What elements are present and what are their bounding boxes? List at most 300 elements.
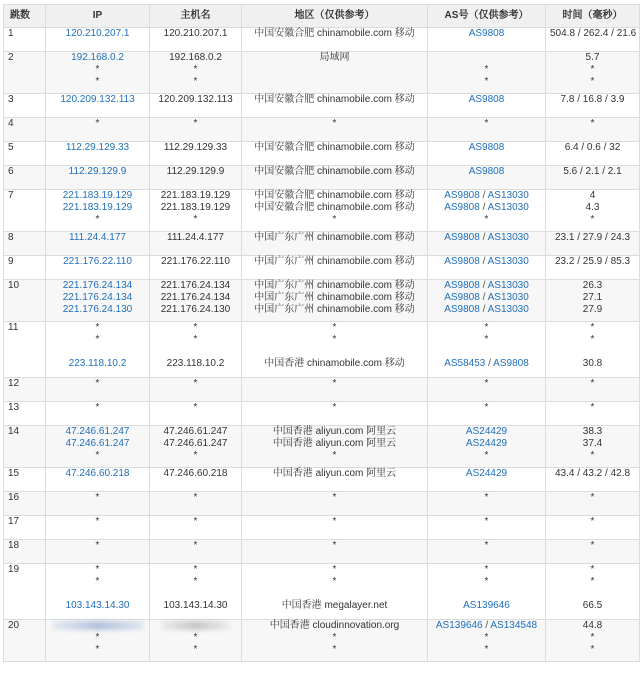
as-line — [432, 166, 541, 178]
header-hostname: 主机名 — [150, 5, 242, 28]
host-text: 112.29.129.33 — [163, 142, 228, 153]
host-text: 47.246.61.247 — [163, 426, 228, 437]
timeout-marker: * — [590, 516, 595, 527]
ip-cell — [46, 426, 150, 468]
time-text: 66.5 — [582, 600, 603, 611]
timeout-marker: * — [590, 64, 595, 75]
region-text — [246, 588, 423, 600]
ip-link[interactable]: 112.29.129.9 — [68, 166, 127, 177]
region-text: 中国广东广州 chinamobile.com 移动 — [254, 280, 415, 291]
timeout-marker: * — [95, 402, 100, 413]
timeout-marker: * — [332, 322, 337, 333]
host-text: 47.246.61.247 — [163, 438, 228, 449]
as-cell — [428, 402, 546, 426]
hop-number: 6 — [4, 166, 46, 190]
timeout-marker: * — [484, 322, 489, 333]
as-cell — [428, 190, 546, 232]
region-text: 中国香港 cloudinnovation.org — [269, 620, 400, 631]
as-link[interactable]: AS58453 — [444, 358, 486, 369]
hop-row — [4, 166, 640, 190]
as-cell — [428, 28, 546, 52]
ip-text — [50, 588, 145, 600]
table-header — [4, 5, 640, 28]
ip-link[interactable]: 221.176.24.130 — [62, 304, 133, 315]
as-cell — [428, 256, 546, 280]
region-cell — [242, 28, 428, 52]
timeout-marker: * — [590, 118, 595, 129]
as-cell — [428, 620, 546, 662]
as-line — [432, 346, 541, 358]
region-text: 中国安徽合肥 chinamobile.com 移动 — [254, 202, 415, 213]
timeout-marker: * — [95, 378, 100, 389]
timeout-marker: * — [95, 450, 100, 461]
as-cell — [428, 280, 546, 322]
timeout-marker: * — [193, 322, 198, 333]
as-link[interactable]: AS13030 — [487, 292, 529, 303]
as-cell — [428, 378, 546, 402]
redacted-line — [50, 620, 145, 632]
host-text: 221.176.24.134 — [160, 292, 231, 303]
timeout-marker: * — [484, 76, 489, 87]
region-cell — [242, 378, 428, 402]
region-text — [246, 346, 423, 358]
timeout-marker: * — [590, 492, 595, 503]
as-line — [432, 28, 541, 40]
timeout-marker: * — [95, 214, 100, 225]
ip-text — [50, 346, 145, 358]
timeout-marker: * — [95, 334, 100, 345]
region-text: 中国安徽合肥 chinamobile.com 移动 — [254, 142, 415, 153]
timeout-marker: * — [484, 450, 489, 461]
hop-row — [4, 426, 640, 468]
as-cell — [428, 94, 546, 118]
as-link[interactable]: AS13030 — [487, 280, 529, 291]
as-link[interactable]: AS134548 — [490, 620, 538, 631]
time-cell — [546, 402, 640, 426]
as-cell — [428, 492, 546, 516]
hostname-cell — [150, 256, 242, 280]
as-link[interactable]: AS13030 — [487, 304, 529, 315]
region-text: 中国广东广州 chinamobile.com 移动 — [254, 232, 415, 243]
hop-number: 2 — [4, 52, 46, 94]
time-text: 38.3 — [582, 426, 603, 437]
region-text: 中国香港 aliyun.com 阿里云 — [272, 438, 397, 449]
ip-link[interactable]: 223.118.10.2 — [68, 358, 127, 369]
time-cell — [546, 492, 640, 516]
timeout-marker: * — [332, 492, 337, 503]
ip-link[interactable]: 103.143.14.30 — [65, 600, 130, 611]
hostname-cell — [150, 402, 242, 426]
ip-link[interactable]: 192.168.0.2 — [71, 52, 124, 63]
timeout-marker: * — [193, 564, 198, 575]
as-cell — [428, 516, 546, 540]
time-cell — [546, 378, 640, 402]
host-text: 120.209.132.113 — [158, 94, 233, 105]
timeout-marker: * — [484, 334, 489, 345]
hop-row — [4, 190, 640, 232]
timeout-marker: * — [484, 540, 489, 551]
redacted-line — [154, 620, 237, 632]
region-cell — [242, 232, 428, 256]
as-line — [432, 232, 541, 244]
ip-link[interactable]: 47.246.61.247 — [65, 438, 130, 449]
time-text: 44.8 — [582, 620, 603, 631]
hostname-cell — [150, 28, 242, 52]
timeout-marker: * — [484, 64, 489, 75]
time-text — [550, 346, 635, 358]
as-separator: / — [482, 620, 491, 631]
region-text — [246, 64, 423, 76]
timeout-marker: * — [484, 402, 489, 413]
as-line — [432, 202, 541, 214]
timeout-marker: * — [590, 76, 595, 87]
host-text: 103.143.14.30 — [163, 600, 228, 611]
region-text: 中国香港 aliyun.com 阿里云 — [272, 426, 397, 437]
timeout-marker: * — [95, 576, 100, 587]
timeout-marker: * — [332, 540, 337, 551]
time-text: 37.4 — [582, 438, 603, 449]
as-link[interactable]: AS13030 — [487, 256, 529, 267]
as-line — [432, 280, 541, 292]
as-line — [432, 516, 541, 528]
time-cell — [546, 426, 640, 468]
hop-number: 15 — [4, 468, 46, 492]
timeout-marker: * — [332, 450, 337, 461]
region-cell — [242, 142, 428, 166]
as-cell — [428, 540, 546, 564]
time-text: 504.8 / 262.4 / 21.6 — [550, 28, 637, 39]
ip-cell — [46, 620, 150, 662]
timeout-marker: * — [484, 632, 489, 643]
as-line — [432, 94, 541, 106]
as-link[interactable]: AS9808 — [444, 304, 480, 315]
ip-link[interactable]: 112.29.129.33 — [65, 142, 130, 153]
as-line — [432, 450, 541, 462]
hop-number: 17 — [4, 516, 46, 540]
as-line — [432, 52, 541, 64]
ip-cell — [46, 516, 150, 540]
as-separator: / — [479, 190, 488, 201]
hop-row — [4, 28, 640, 52]
time-text: 27.9 — [582, 304, 603, 315]
as-separator: / — [479, 256, 488, 267]
hostname-cell — [150, 280, 242, 322]
timeout-marker: * — [590, 564, 595, 575]
hop-row — [4, 142, 640, 166]
host-text: 221.176.24.134 — [160, 280, 231, 291]
host-text: 120.210.207.1 — [163, 28, 228, 39]
hostname-cell — [150, 142, 242, 166]
region-text: 中国广东广州 chinamobile.com 移动 — [254, 304, 415, 315]
host-text: 111.24.4.177 — [167, 232, 224, 243]
timeout-marker: * — [332, 402, 337, 413]
ip-link[interactable]: 221.176.24.134 — [62, 280, 133, 291]
hop-number: 16 — [4, 492, 46, 516]
hop-number: 10 — [4, 280, 46, 322]
as-cell — [428, 322, 546, 378]
hop-number: 12 — [4, 378, 46, 402]
as-link[interactable]: AS24429 — [465, 468, 508, 479]
ip-cell — [46, 190, 150, 232]
hop-row — [4, 378, 640, 402]
region-text: 中国香港 megalayer.net — [281, 600, 388, 611]
as-line — [432, 142, 541, 154]
timeout-marker: * — [332, 334, 337, 345]
region-cell — [242, 322, 428, 378]
timeout-marker: * — [590, 632, 595, 643]
as-link[interactable]: AS9808 — [444, 256, 480, 267]
region-text: 局域网 — [319, 52, 350, 63]
hostname-cell — [150, 540, 242, 564]
as-line — [432, 304, 541, 316]
ip-cell — [46, 540, 150, 564]
as-line — [432, 632, 541, 644]
region-text: 中国安徽合肥 chinamobile.com 移动 — [254, 28, 415, 39]
as-line — [432, 600, 541, 612]
header-time: 时间（毫秒） — [546, 5, 640, 28]
as-link[interactable]: AS9808 — [444, 190, 480, 201]
hostname-cell — [150, 492, 242, 516]
hop-number: 20 — [4, 620, 46, 662]
ip-link[interactable]: 111.24.4.177 — [69, 232, 126, 243]
timeout-marker: * — [590, 334, 595, 345]
time-text: 5.7 — [585, 52, 600, 63]
ip-link[interactable]: 120.209.132.113 — [60, 94, 135, 105]
as-link[interactable]: AS9808 — [468, 28, 505, 39]
region-cell — [242, 540, 428, 564]
region-cell — [242, 52, 428, 94]
timeout-marker: * — [590, 322, 595, 333]
hostname-cell — [150, 322, 242, 378]
time-cell — [546, 166, 640, 190]
region-cell — [242, 94, 428, 118]
region-text: 中国香港 aliyun.com 阿里云 — [272, 468, 397, 479]
hostname-cell — [150, 118, 242, 142]
time-text: 7.8 / 16.8 / 3.9 — [560, 94, 625, 105]
hop-number: 1 — [4, 28, 46, 52]
region-text — [246, 76, 423, 88]
timeout-marker: * — [95, 76, 100, 87]
ip-cell — [46, 94, 150, 118]
as-line — [432, 322, 541, 334]
host-text: 221.183.19.129 — [160, 190, 231, 201]
hop-number: 11 — [4, 322, 46, 378]
as-link[interactable]: AS9808 — [444, 280, 480, 291]
timeout-marker: * — [590, 450, 595, 461]
timeout-marker: * — [95, 322, 100, 333]
as-link[interactable]: AS24429 — [465, 426, 508, 437]
as-line — [432, 620, 541, 632]
timeout-marker: * — [193, 402, 198, 413]
region-text: 中国安徽合肥 chinamobile.com 移动 — [254, 94, 415, 105]
ip-cell — [46, 564, 150, 620]
time-cell — [546, 468, 640, 492]
region-text: 中国广东广州 chinamobile.com 移动 — [254, 256, 415, 267]
region-cell — [242, 426, 428, 468]
region-cell — [242, 492, 428, 516]
ip-link[interactable]: 221.183.19.129 — [62, 202, 133, 213]
time-text: 4 — [589, 190, 596, 201]
as-cell — [428, 142, 546, 166]
hop-row — [4, 118, 640, 142]
time-cell — [546, 118, 640, 142]
time-cell — [546, 540, 640, 564]
hop-row — [4, 402, 640, 426]
time-text: 6.4 / 0.6 / 32 — [564, 142, 621, 153]
timeout-marker: * — [193, 118, 198, 129]
ip-link[interactable]: 47.246.61.247 — [65, 426, 130, 437]
as-separator: / — [485, 358, 494, 369]
as-line — [432, 468, 541, 480]
as-link[interactable]: AS13030 — [487, 232, 529, 243]
hostname-cell — [150, 378, 242, 402]
ip-link[interactable]: 221.183.19.129 — [62, 190, 133, 201]
region-cell — [242, 516, 428, 540]
as-link[interactable]: AS9808 — [493, 358, 529, 369]
hop-number: 3 — [4, 94, 46, 118]
hop-row — [4, 280, 640, 322]
timeout-marker: * — [193, 540, 198, 551]
timeout-marker: * — [95, 564, 100, 575]
hop-number: 8 — [4, 232, 46, 256]
region-cell — [242, 564, 428, 620]
timeout-marker: * — [484, 516, 489, 527]
as-line — [432, 438, 541, 450]
hostname-cell — [150, 52, 242, 94]
time-cell — [546, 142, 640, 166]
traceroute-result-panel — [3, 4, 639, 662]
hop-row — [4, 620, 640, 662]
as-link[interactable]: AS139646 — [463, 600, 510, 611]
as-separator: / — [479, 292, 488, 303]
host-text: 192.168.0.2 — [169, 52, 222, 63]
ip-cell — [46, 142, 150, 166]
time-text: 43.4 / 43.2 / 42.8 — [554, 468, 631, 479]
as-link[interactable]: AS13030 — [487, 190, 529, 201]
ip-cell — [46, 468, 150, 492]
as-line — [432, 540, 541, 552]
hop-row — [4, 540, 640, 564]
header-hop: 跳数 — [4, 5, 46, 28]
region-cell — [242, 256, 428, 280]
host-text: 221.176.22.110 — [161, 256, 230, 267]
timeout-marker: * — [332, 118, 337, 129]
ip-link[interactable]: 120.210.207.1 — [65, 28, 130, 39]
as-separator: / — [479, 232, 488, 243]
host-text: 221.183.19.129 — [160, 202, 231, 213]
as-link[interactable]: AS9808 — [468, 94, 505, 105]
hop-number: 7 — [4, 190, 46, 232]
as-link[interactable]: AS13030 — [487, 202, 529, 213]
host-text: 221.176.24.130 — [160, 304, 231, 315]
timeout-marker: * — [95, 64, 100, 75]
timeout-marker: * — [193, 450, 198, 461]
as-link[interactable]: AS139646 — [435, 620, 483, 631]
ip-cell — [46, 492, 150, 516]
as-link[interactable]: AS9808 — [444, 232, 480, 243]
as-line — [432, 214, 541, 226]
as-line — [432, 588, 541, 600]
timeout-marker: * — [193, 214, 198, 225]
as-link[interactable]: AS9808 — [444, 292, 480, 303]
timeout-marker: * — [95, 492, 100, 503]
as-line — [432, 402, 541, 414]
region-cell — [242, 468, 428, 492]
ip-cell — [46, 166, 150, 190]
as-line — [432, 334, 541, 346]
hop-number: 5 — [4, 142, 46, 166]
timeout-marker: * — [95, 118, 100, 129]
ip-cell — [46, 232, 150, 256]
redacted-value — [52, 621, 144, 630]
as-line — [432, 118, 541, 130]
timeout-marker: * — [590, 402, 595, 413]
time-cell — [546, 564, 640, 620]
as-link[interactable]: AS9808 — [468, 142, 505, 153]
time-text: 4.3 — [585, 202, 600, 213]
ip-link[interactable]: 47.246.60.218 — [65, 468, 130, 479]
timeout-marker: * — [95, 632, 100, 643]
as-link[interactable]: AS9808 — [468, 166, 505, 177]
time-text — [550, 588, 635, 600]
hop-number: 9 — [4, 256, 46, 280]
timeout-marker: * — [332, 632, 337, 643]
table-body — [4, 28, 640, 662]
timeout-marker: * — [95, 516, 100, 527]
hostname-cell — [150, 232, 242, 256]
as-link[interactable]: AS24429 — [465, 438, 508, 449]
ip-cell — [46, 256, 150, 280]
hostname-cell — [150, 620, 242, 662]
timeout-marker: * — [590, 576, 595, 587]
timeout-marker: * — [484, 378, 489, 389]
time-cell — [546, 28, 640, 52]
time-cell — [546, 256, 640, 280]
timeout-marker: * — [590, 378, 595, 389]
timeout-marker: * — [332, 516, 337, 527]
as-link[interactable]: AS9808 — [444, 202, 480, 213]
as-cell — [428, 426, 546, 468]
time-text: 23.2 / 25.9 / 85.3 — [554, 256, 631, 267]
hostname-cell — [150, 94, 242, 118]
timeout-marker: * — [332, 576, 337, 587]
timeout-marker: * — [332, 214, 337, 225]
as-cell — [428, 564, 546, 620]
hop-row — [4, 94, 640, 118]
timeout-marker: * — [193, 64, 198, 75]
time-cell — [546, 190, 640, 232]
hostname-cell — [150, 166, 242, 190]
time-cell — [546, 94, 640, 118]
timeout-marker: * — [332, 378, 337, 389]
hostname-cell — [150, 516, 242, 540]
hop-row — [4, 492, 640, 516]
header-ip: IP — [46, 5, 150, 28]
ip-link[interactable]: 221.176.22.110 — [63, 256, 132, 267]
time-text: 26.3 — [582, 280, 603, 291]
hop-number: 13 — [4, 402, 46, 426]
ip-link[interactable]: 221.176.24.134 — [62, 292, 133, 303]
hop-row — [4, 322, 640, 378]
time-cell — [546, 516, 640, 540]
host-text — [154, 588, 237, 600]
ip-cell — [46, 52, 150, 94]
region-text: 中国香港 chinamobile.com 移动 — [264, 358, 405, 369]
timeout-marker: * — [590, 214, 595, 225]
region-cell — [242, 620, 428, 662]
as-cell — [428, 52, 546, 94]
region-text: 中国广东广州 chinamobile.com 移动 — [254, 292, 415, 303]
